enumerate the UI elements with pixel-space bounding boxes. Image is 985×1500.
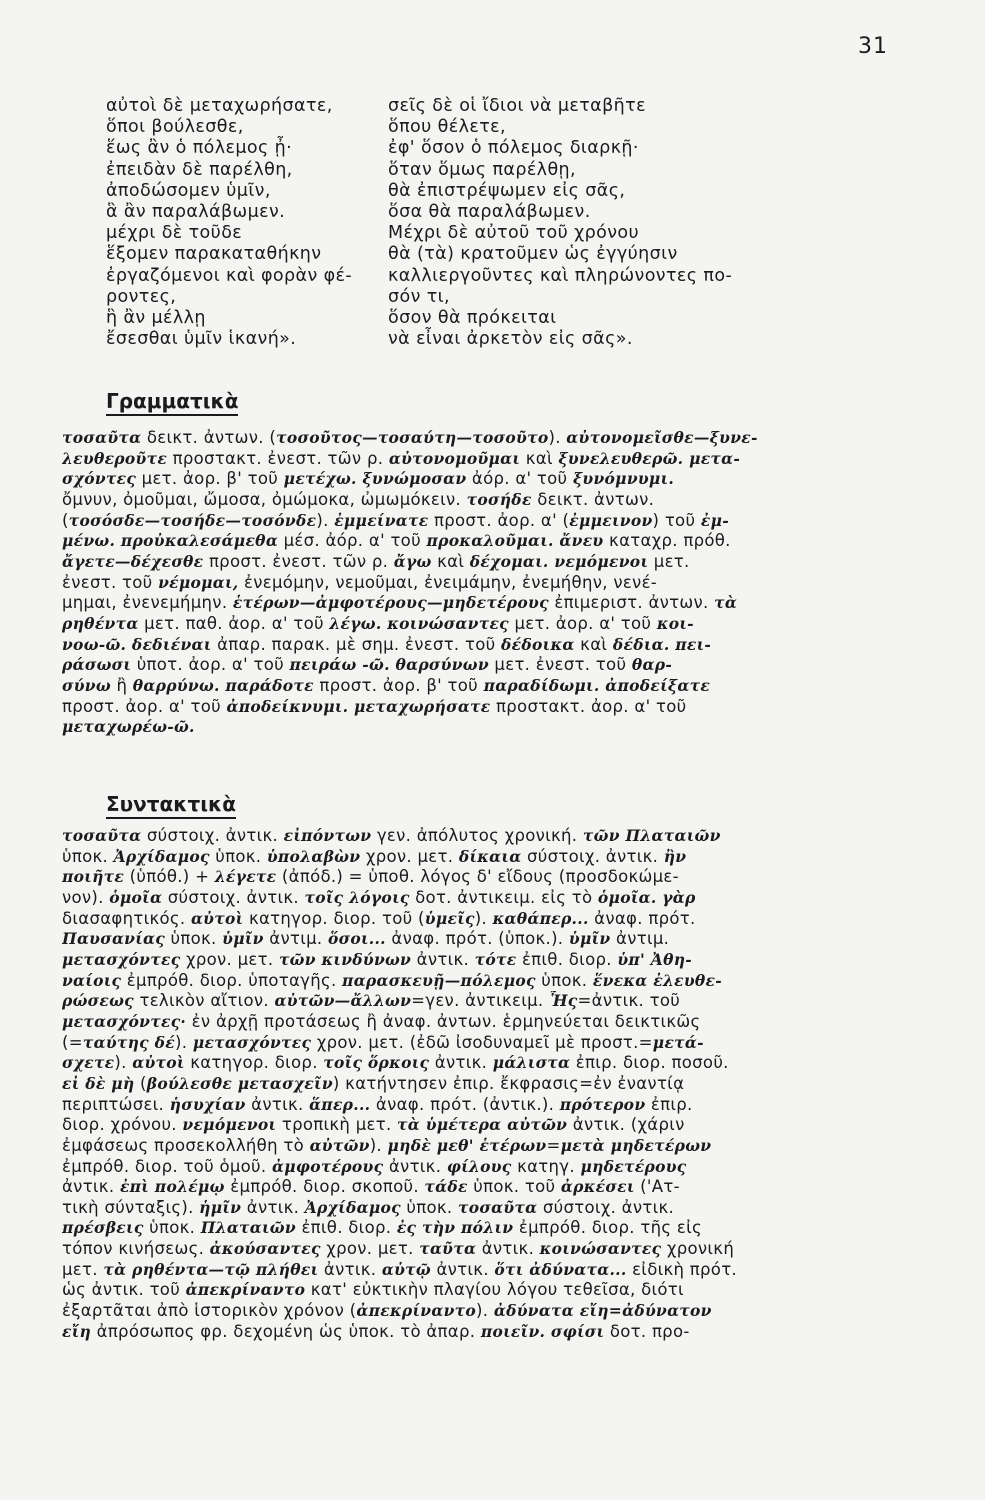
note-text: ). (474, 908, 493, 928)
lemma-term: μετασχόντες· (62, 1011, 187, 1031)
lemma-term: πρέσβεις (62, 1218, 144, 1238)
note-line (62, 490, 908, 511)
note-text: ). (174, 1032, 193, 1052)
note-text: προστακτ. ἀορ. α' τοῦ (490, 696, 687, 716)
note-text: ἀντικ. (476, 1239, 540, 1259)
lemma-term: Ἧς (548, 991, 578, 1011)
note-line (62, 1177, 908, 1198)
lemma-term: ἑτέρων—ἀμφοτέρους—μηδετέρους (232, 593, 549, 613)
lemma-term: λέγετε (214, 867, 277, 887)
note-text: (= (62, 1032, 83, 1052)
note-line (62, 1033, 908, 1054)
lemma-term: δέδια. πει- (612, 634, 712, 654)
note-text: διορ. χρόνου. (62, 1115, 183, 1135)
note-text: ἀπρόσωπος φρ. δεχομένη ὡς ὑποκ. τὸ ἀπαρ. (91, 1321, 481, 1341)
lemma-term: ἐμμεινον (569, 510, 653, 530)
lemma-term: ὑμεῖς (424, 908, 475, 928)
note-text: =ἀντικ. τοῦ (577, 991, 681, 1011)
note-text: ἐμπρόθ. διορ. τῆς εἰς (513, 1218, 702, 1238)
note-text: χρον. μετ. (180, 949, 279, 969)
lemma-term: καθάπερ... (492, 908, 589, 928)
lemma-term: πειράω -ῶ. θαρσύνων (289, 655, 489, 675)
lemma-term: ξυνελευθερῶ. μετα- (558, 448, 741, 468)
lemma-term: μένω. προὐκαλεσάμεθα (62, 531, 279, 551)
note-text: ὑποκ. (62, 846, 114, 866)
lemma-term: εἰ δὲ μὴ (62, 1073, 135, 1093)
note-line (62, 531, 908, 552)
note-line (62, 428, 908, 449)
lemma-term: σχόντες (62, 469, 137, 489)
lemma-term: νοω-ῶ. δεδιέναι (62, 634, 212, 654)
lemma-term: τοσαῦτα (62, 826, 142, 845)
lemma-term: τοσαῦτα (458, 1197, 538, 1217)
note-line (62, 1280, 908, 1301)
note-text: προστακτ. ἐνεστ. τῶν ρ. (167, 448, 389, 468)
lemma-term: πρότερον (559, 1094, 646, 1114)
note-text: ἐν ἀρχῇ προτάσεως ἢ ἀναφ. ἀντων. ἑρμηνεύεται δεικτικῶς (186, 1011, 701, 1031)
note-line (62, 847, 908, 868)
note-line (62, 676, 908, 697)
note-text: ἀντιμ. (263, 929, 328, 949)
lemma-term: ἡμῖν (199, 1197, 242, 1217)
note-text: προστ. ἀορ. α' τοῦ (62, 696, 227, 716)
note-text: προστ. ἐνεστ. τῶν ρ. (203, 551, 394, 571)
note-text: ὑποκ. τοῦ (467, 1177, 561, 1197)
note-text: ὡς ἀντικ. τοῦ (62, 1280, 186, 1300)
note-text: ὑποτ. ἀορ. α' τοῦ (131, 655, 290, 675)
lemma-term: μετασχόντες (62, 949, 181, 969)
note-text: καὶ (574, 634, 613, 654)
note-text: μέσ. ἀόρ. α' τοῦ (278, 531, 427, 551)
verse-line: σόν τι, (388, 286, 450, 307)
note-text: κατ' εὐκτικὴν πλαγίου λόγου τεθεῖσα, διότι (305, 1280, 684, 1300)
lemma-term: τοῖς λόγοις (304, 887, 410, 907)
note-line (62, 697, 908, 718)
note-text: ὑποκ. (143, 1218, 201, 1238)
note-text: εἰδικὴ πρότ. (626, 1259, 737, 1279)
note-text: ἐμπρόθ. διορ. σκοποῦ. (224, 1177, 425, 1197)
lemma-term: ἐπὶ πολέμῳ (119, 1177, 225, 1197)
verse-line: ἕως ἂν ὁ πόλεμος ᾖ· (106, 138, 293, 159)
lemma-term: ἕνεκα ἐλευθε- (592, 970, 722, 990)
lemma-term: ποιεῖν. σφίσι (480, 1321, 605, 1341)
lemma-term: ὑμῖν (568, 929, 611, 949)
lemma-term: εἰπόντων (283, 826, 372, 845)
verse-line: ἃ ἂν παραλάβωμεν. (106, 202, 286, 223)
note-text: ἐπιρ. (645, 1094, 693, 1114)
note-text: μετ. (648, 551, 690, 571)
verse-line: ὅσα θὰ παραλάβωμεν. (388, 202, 591, 223)
lemma-term: ταῦτα (419, 1239, 477, 1259)
note-text: καὶ (431, 551, 470, 571)
lemma-term: ἀρκέσει (560, 1177, 635, 1197)
lemma-term: ἐμμείνατε (334, 510, 429, 530)
note-line (62, 1095, 908, 1116)
note-text: ἢ (110, 675, 133, 695)
note-text: σύστοιχ. ἀντικ. (521, 846, 664, 866)
lemma-term: ταύτης δέ (82, 1032, 175, 1052)
lemma-term: ὑπ' Ἀθη- (617, 949, 693, 969)
note-line (62, 867, 908, 888)
lemma-term: ρώσεως (62, 991, 134, 1011)
lemma-term: δέχομαι. νεμόμενοι (469, 551, 649, 571)
note-text: χρον. μετ. (320, 1239, 420, 1259)
note-line (62, 888, 908, 909)
note-text: ). (476, 1301, 494, 1321)
note-text: μετ. (62, 1259, 104, 1279)
note-text: μετ. ἀορ. β' τοῦ (136, 469, 284, 489)
lemma-term: αὐτῶν—ἄλλων (274, 991, 412, 1011)
note-text: ('Ατ- (634, 1177, 680, 1197)
note-line (62, 511, 908, 532)
lemma-term: μάλιστα (492, 1053, 571, 1073)
note-text: ). (548, 428, 567, 447)
lemma-term: τῶν κινδύνων (278, 949, 412, 969)
verse-line: Μέχρι δὲ αὐτοῦ τοῦ χρόνου (388, 223, 640, 244)
note-text: δεικτ. ἀντων. (531, 489, 655, 509)
lemma-term: σχετε (62, 1053, 115, 1073)
note-line (62, 1239, 908, 1260)
note-text: ἐνεμόμην, νεμοῦμαι, ἐνειμάμην, ἐνεμήθην, νενέ- (238, 572, 658, 592)
note-text: ὑποκ. (400, 1197, 458, 1217)
lemma-term: ἐς τὴν πόλιν (396, 1218, 514, 1238)
note-text: περιπτώσει. (62, 1094, 170, 1114)
note-line (62, 1301, 908, 1322)
verse-line: ὅποι βούλεσθε, (106, 117, 244, 138)
note-text: ἀντικ. (62, 1177, 120, 1197)
note-text: τελικὸν αἴτιον. (133, 991, 275, 1011)
note-line (62, 717, 908, 738)
note-text: ) τοῦ (652, 510, 701, 530)
note-text: προστ. ἀορ. α' ( (428, 510, 570, 530)
note-line (62, 1074, 908, 1095)
lemma-term: ἀποδείκνυμι. μεταχωρήσατε (226, 696, 491, 716)
lemma-term: ἐμ- (700, 510, 729, 530)
lemma-term: ποιῆτε (62, 867, 125, 887)
note-text: ἀόρ. α' τοῦ (466, 469, 573, 489)
note-line (62, 1012, 908, 1033)
lemma-term: λευθεροῦτε (62, 448, 168, 468)
note-text: γεν. ἀπόλυτος χρονική. (371, 826, 583, 845)
note-text: ). (316, 510, 335, 530)
note-text: καταχρ. πρόθ. (603, 531, 731, 551)
note-line (62, 449, 908, 470)
lemma-term: προκαλοῦμαι. ἄνευ (426, 531, 604, 551)
note-text: μετ. ἐνεστ. τοῦ (488, 655, 632, 675)
lemma-term: φίλους (446, 1156, 512, 1176)
lemma-term: εἴη (62, 1321, 92, 1341)
verse-line: μέχρι δὲ τοῦδε (106, 223, 243, 244)
note-text: χρον. μετ. (360, 846, 459, 866)
lemma-term: τοσόσδε—τοσήδε—τοσόνδε (68, 510, 317, 530)
verse-line: ροντες, (106, 286, 177, 307)
note-line (62, 950, 908, 971)
note-line (62, 469, 908, 490)
greek-original-verse (106, 96, 396, 350)
note-text: τικὴ σύνταξις). (62, 1197, 200, 1217)
verse-line: ἐπειδὰν δὲ παρέλθη, (106, 159, 293, 180)
lemma-term: τοσοῦτος—τοσαύτη—τοσοῦτο (276, 428, 549, 447)
note-text: κατηγορ. διορ. (184, 1053, 324, 1073)
lemma-term: αὐτοὶ (190, 908, 244, 928)
note-text: ἀντικ. (χάριν (567, 1115, 685, 1135)
lemma-term: Πλαταιῶν (200, 1218, 296, 1238)
note-text: μετ. ἀορ. α' τοῦ (508, 613, 657, 633)
note-text: ἀντικ. (318, 1259, 382, 1279)
lemma-term: ναίοις (62, 970, 122, 990)
note-line (62, 573, 908, 594)
note-line (62, 991, 908, 1012)
note-line (62, 1322, 908, 1343)
lemma-term: παραδίδωμι. ἀποδείξατε (483, 675, 711, 695)
note-line (62, 1218, 908, 1239)
note-text: (ὑπόθ.) + (124, 867, 215, 887)
note-line (62, 1260, 908, 1281)
lemma-term: ἄγω (393, 551, 432, 571)
lemma-term: τὰ ρηθέντα—τῷ πλήθει (103, 1259, 319, 1279)
verse-line: σεῖς δὲ οἱ ἴδιοι νὰ μεταβῆτε (388, 96, 646, 116)
note-text: ὄμνυν, ὀμοῦμαι, ὤμοσα, ὀμώμοκα, ὠμωμόκειν. (62, 489, 467, 509)
note-text: ἀναφ. πρότ. (ἀντικ.). (370, 1094, 560, 1114)
note-line (62, 1053, 908, 1074)
note-text: νον). (62, 887, 110, 907)
lemma-term: τῶν Πλαταιῶν (582, 826, 721, 845)
lemma-term: αὐτονομοῦμαι (388, 448, 521, 468)
note-text: σύστοιχ. ἀντικ. (537, 1197, 675, 1217)
note-text: προστ. ἀορ. β' τοῦ (313, 675, 484, 695)
lemma-term: μηδὲ μεθ' ἑτέρων (387, 1135, 547, 1155)
lemma-term: ὑπολαβὼν (266, 846, 361, 866)
note-text: δεικτ. ἀντων. ( (141, 428, 277, 447)
note-text: ὑποκ. (165, 929, 223, 949)
lemma-term: ἀμφοτέρους (272, 1156, 384, 1176)
grammar-notes (62, 428, 908, 738)
note-text: ἀντιμ. (610, 929, 670, 949)
verse-line: ὅσον θὰ πρόκειται (388, 308, 557, 329)
verse-line: ἐφ' ὅσον ὁ πόλεμος διαρκῇ· (388, 138, 639, 159)
note-text: χρον. μετ. (ἐδῶ ἰσοδυναμεῖ μὲ προστ.= (311, 1032, 653, 1052)
lemma-term: ἄγετε—δέχεσθε (62, 551, 204, 571)
lemma-term: βούλεσθε μετασχεῖν (146, 1073, 333, 1093)
note-text: ἐπιθ. διορ. (295, 1218, 397, 1238)
lemma-term: ξυνόμνυμι. (572, 469, 675, 489)
syntax-heading: Συντακτικὰ (106, 792, 236, 819)
note-text: ἀναφ. πρότ. (588, 908, 696, 928)
note-text: ἐμφάσεως προσεκολλήθη τὸ (62, 1135, 310, 1155)
verse-line: καλλιεργοῦντες καὶ πληρώνοντες πο- (388, 265, 733, 286)
lemma-term: ἢν (663, 846, 687, 866)
lemma-term: μηδετέρους (580, 1156, 687, 1176)
note-line (62, 614, 908, 635)
verse-line: ὅταν ὅμως παρέλθῃ, (388, 159, 577, 180)
note-text: καὶ (520, 448, 559, 468)
lemma-term: θαρρύνω. παράδοτε (132, 675, 314, 695)
lemma-term: αὐτοὶ (132, 1053, 185, 1073)
note-text: ἀντικ. (411, 949, 475, 969)
lemma-term: ἀκούσαντες (209, 1239, 321, 1259)
note-text: ἐπιθ. διορ. (516, 949, 618, 969)
lemma-term: μετά- (652, 1032, 704, 1052)
note-text: ἐμπρόθ. διορ. ὑποταγῆς. (121, 970, 343, 990)
lemma-term: ἀπεκρίναντο (356, 1301, 477, 1321)
note-text: = (546, 1135, 561, 1155)
lemma-term: τὰ (714, 593, 738, 613)
verse-line: ἐργαζόμενοι καὶ φορὰν φέ- (106, 265, 353, 286)
lemma-term: σύνω (62, 675, 111, 695)
lemma-term: αὐτῶν (309, 1135, 370, 1155)
note-line (62, 655, 908, 676)
note-text: μημαι, ἐνενεμήμην. (62, 593, 233, 613)
note-text: ἀντικ. (383, 1156, 447, 1176)
lemma-term: τότε (474, 949, 517, 969)
lemma-term: ἅπερ... (309, 1094, 371, 1114)
verse-line: ὅπου θέλετε, (388, 117, 506, 138)
note-text: =γεν. ἀντικειμ. (411, 991, 549, 1011)
lemma-term: Παυσανίας (62, 929, 166, 949)
note-line (62, 909, 908, 930)
verse-line: ἕξομεν παρακαταθήκην (106, 244, 322, 265)
note-line (62, 1115, 908, 1136)
note-text: διασαφητικός. (62, 908, 191, 928)
note-line (62, 552, 908, 573)
note-text: σύστοιχ. ἀντικ. (162, 887, 305, 907)
lemma-term: ἀδύνατα εἴη=ἀδύνατον (493, 1301, 712, 1321)
note-text: ὑποκ. (209, 846, 267, 866)
lemma-term: ὅσοι... (327, 929, 386, 949)
note-text: ἐξαρτᾶται ἀπὸ ἱστορικὸν χρόνον ( (62, 1301, 357, 1321)
note-text: (ἀπόδ.) = ὑποθ. λόγος δ' εἴδους (προσδοκώμε- (276, 867, 679, 887)
note-text: χρονική (661, 1239, 735, 1259)
syntax-notes (62, 826, 908, 1342)
lemma-term: μετὰ μηδετέρων (560, 1135, 712, 1155)
note-text: κατηγ. (511, 1156, 581, 1176)
note-line (62, 1136, 908, 1157)
lemma-term: τοσαῦτα (62, 428, 142, 447)
note-line (62, 826, 908, 847)
note-text: ἐπιμεριστ. ἀντων. (548, 593, 715, 613)
lemma-term: τοσήδε (466, 489, 532, 509)
lemma-term: μετασχόντες (192, 1032, 312, 1052)
note-text: δοτ. ἀντικειμ. εἰς τὸ (409, 887, 598, 907)
lemma-term: νέμομαι, (158, 572, 239, 592)
lemma-term: αὐτῷ (381, 1259, 431, 1279)
note-line (62, 1198, 908, 1219)
note-text: τροπικὴ μετ. (276, 1115, 398, 1135)
lemma-term: ὅτι ἀδύνατα... (494, 1259, 627, 1279)
verse-line: ἔσεσθαι ὑμῖν ἱκανή». (106, 329, 297, 350)
note-text: ). (114, 1053, 133, 1073)
lemma-term: δίκαια (458, 846, 522, 866)
note-text: ( (62, 510, 69, 530)
lemma-term: ρηθέντα (62, 613, 139, 633)
lemma-term: ὑμῖν (222, 929, 264, 949)
lemma-term: Ἀρχίδαμος (304, 1197, 401, 1217)
note-text: ). (369, 1135, 388, 1155)
note-line (62, 971, 908, 992)
lemma-term: θαρ- (631, 655, 673, 675)
lemma-term: τάδε (424, 1177, 468, 1197)
lemma-term: νεμόμενοι (182, 1115, 277, 1135)
lemma-term: Ἀρχίδαμος (113, 846, 210, 866)
note-text: ἀπαρ. παρακ. μὲ σημ. ἐνεστ. τοῦ (211, 634, 502, 654)
note-text: ἀναφ. πρότ. (ὑποκ.). (385, 929, 569, 949)
lemma-term: κοινώσαντες (539, 1239, 662, 1259)
lemma-term: ἡσυχίαν (169, 1094, 246, 1114)
note-line (62, 1157, 908, 1178)
note-text: ἀντικ. (429, 1053, 493, 1073)
lemma-term: τοῖς ὅρκοις (323, 1053, 430, 1073)
lemma-term: ὁμοῖα. γὰρ (597, 887, 696, 907)
verse-line: ἀποδώσομεν ὑμῖν, (106, 180, 271, 201)
lemma-term: λέγω. κοινώσαντες (329, 613, 509, 633)
verse-line: ἣ ἂν μέλλῃ (106, 308, 206, 329)
note-text: κατηγορ. διορ. τοῦ ( (243, 908, 425, 928)
note-text: ὑποκ. (535, 970, 593, 990)
verse-line: αὐτοὶ δὲ μεταχωρήσατε, (106, 96, 333, 116)
note-text: ἐνεστ. τοῦ (62, 572, 159, 592)
note-text: δοτ. προ- (604, 1321, 690, 1341)
note-text: ) κατήντησεν ἐπιρ. ἔκφρασις=ἐν ἐναντίᾳ (332, 1073, 685, 1093)
note-text: ἐμπρόθ. διορ. τοῦ ὁμοῦ. (62, 1156, 272, 1176)
note-text: σύστοιχ. ἀντικ. (141, 826, 284, 845)
note-line (62, 635, 908, 656)
note-text: ( (134, 1073, 147, 1093)
lemma-term: ὁμοῖα (109, 887, 163, 907)
note-text: ἀντικ. (241, 1197, 305, 1217)
verse-line: νὰ εἶναι ἀρκετὸν εἰς σᾶς». (388, 329, 633, 350)
lemma-term: ἀπεκρίναντο (185, 1280, 306, 1300)
lemma-term: μετέχω. ξυνώμοσαν (283, 469, 467, 489)
lemma-term: τὰ ὑμέτερα αὐτῶν (397, 1115, 568, 1135)
lemma-term: μεταχωρέω-ῶ. (62, 717, 195, 737)
lemma-term: δέδοικα (501, 634, 575, 654)
modern-translation-verse (388, 96, 908, 350)
note-line (62, 929, 908, 950)
note-line (62, 593, 908, 614)
verse-line: θὰ (τὰ) κρατοῦμεν ὡς ἐγγύησιν (388, 244, 678, 265)
note-text: ἀντικ. (245, 1094, 310, 1114)
grammar-heading: Γραμματικὰ (106, 389, 238, 416)
lemma-term: ράσωσι (62, 655, 132, 675)
lemma-term: αὐτονομεῖσθε—ξυνε- (566, 428, 758, 447)
verse-line: θὰ ἐπιστρέψωμεν εἰς σᾶς, (388, 180, 626, 201)
lemma-term: παρασκευῇ—πόλεμος (342, 970, 536, 990)
page-number: 31 (858, 34, 888, 59)
note-text: μετ. παθ. ἀορ. α' τοῦ (138, 613, 330, 633)
lemma-term: κοι- (656, 613, 694, 633)
note-text: ἀντικ. (430, 1259, 495, 1279)
note-text: ἐπιρ. διορ. ποσοῦ. (570, 1053, 729, 1073)
note-text: τόπον κινήσεως. (62, 1239, 210, 1259)
